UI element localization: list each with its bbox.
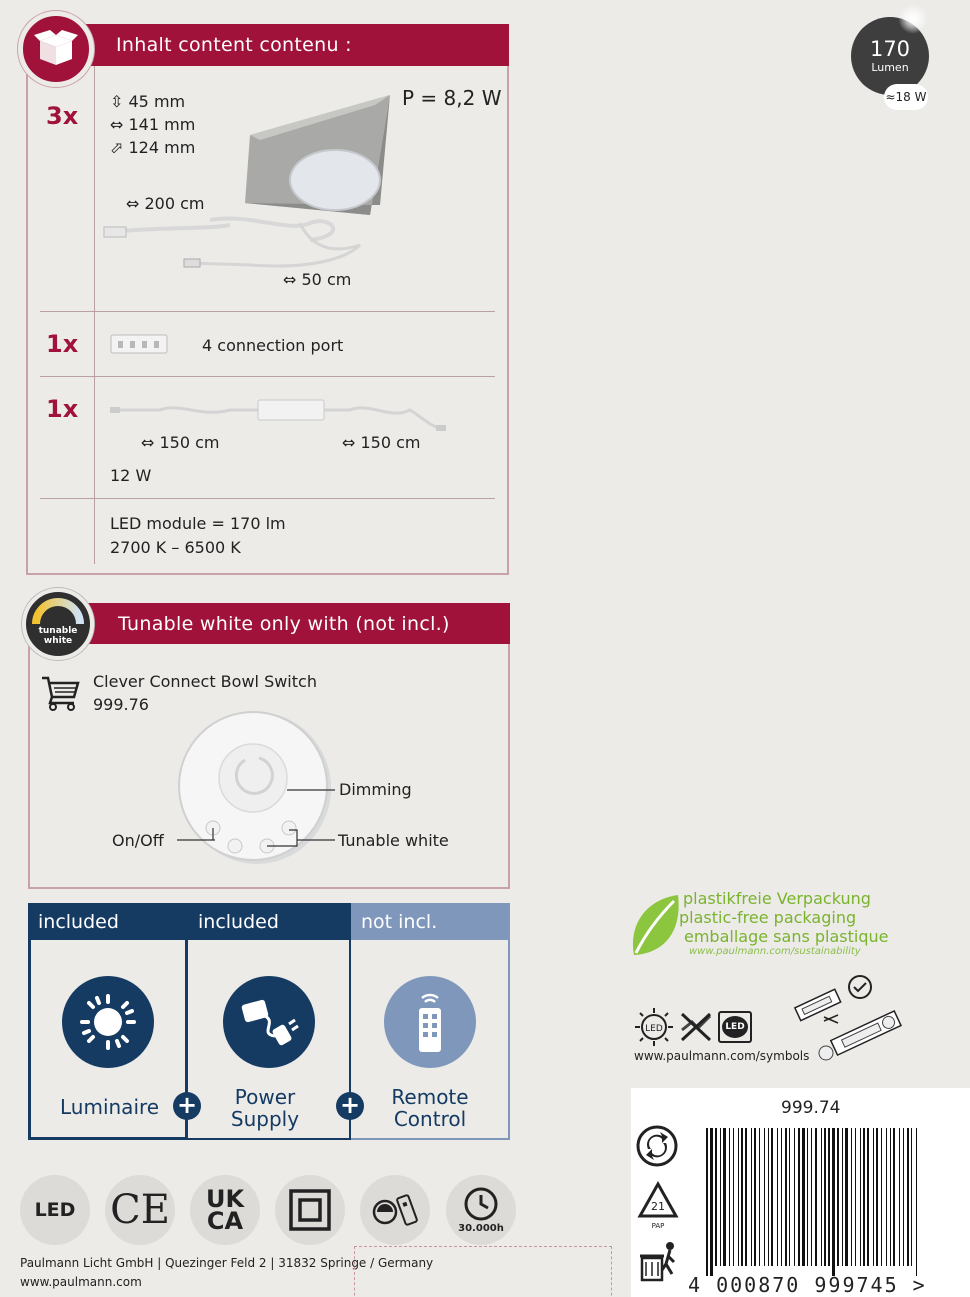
label-dimming: Dimming [339, 780, 412, 799]
remote-control-circle [384, 976, 476, 1068]
bowl-switch-image [175, 708, 335, 878]
not-included-header [351, 903, 510, 940]
row-divider-3 [40, 498, 495, 499]
no-replace-icon [678, 1010, 714, 1044]
led-cert-text: LED [34, 1199, 76, 1221]
label-tunable-white: Tunable white [338, 831, 449, 850]
lumen-unit: Lumen [871, 61, 909, 74]
tunable-badge-line1: tunable [38, 626, 78, 636]
lumen-value: 170 [869, 37, 911, 61]
pap-recycle-icon [636, 1180, 680, 1230]
company-url: www.paulmann.com [20, 1275, 142, 1289]
content-header [86, 24, 509, 66]
protection-class-badge [275, 1175, 345, 1245]
row-divider-2 [40, 376, 495, 377]
watt-equivalent: ≈18 W [885, 90, 927, 104]
ukca-line2: CA [206, 1207, 244, 1235]
article-number: 999.74 [781, 1098, 841, 1118]
connection-port-image [110, 333, 168, 355]
lifetime-hours-text: 30.000h [458, 1223, 504, 1234]
watt-equivalent-badge [884, 84, 928, 110]
dim-height: ⇳ 45 mm [110, 92, 186, 111]
plastic-free-de: plastikfreie Verpackung [683, 889, 871, 908]
ce-mark-badge [105, 1175, 175, 1245]
luminaire-image [100, 95, 400, 275]
tunable-header-text: Tunable white only with (not incl.) [118, 612, 450, 635]
svg-text:LED: LED [645, 1024, 663, 1034]
plastic-free-en: plastic-free packaging [679, 908, 857, 927]
included-header-2 [188, 903, 351, 940]
remote-control-label-1: Remote [391, 1085, 469, 1109]
led-cert-badge [20, 1175, 90, 1245]
dim-width: ⇔ 141 mm [110, 115, 196, 134]
included-header-2-text: included [198, 910, 279, 933]
double-insulation-icon [289, 1189, 331, 1231]
connection-port-label: 4 connection port [202, 336, 344, 355]
lifetime-hours-badge [446, 1175, 516, 1245]
box-icon [34, 29, 78, 69]
ukca-mark-badge [190, 1175, 260, 1245]
remote-dimmable-badge [360, 1175, 430, 1245]
connection-diagram-icon [790, 975, 910, 1065]
led-module-lumen: LED module = 170 lm [110, 514, 286, 533]
plug-icon [237, 994, 301, 1050]
sparkle-icon [898, 4, 928, 34]
row-divider-1 [40, 311, 495, 312]
pap-code: 21 [651, 1200, 665, 1213]
tunable-header [88, 603, 510, 644]
psu-cable-length-left: ⇔ 150 cm [141, 433, 220, 452]
company-address: Paulmann Licht GmbH | Quezinger Feld 2 | 31832 Springe / Germany [20, 1256, 434, 1270]
qty-row1: 3x [46, 102, 79, 130]
power-supply-label-2: Supply [230, 1107, 300, 1131]
power-rating: P = 8,2 W [402, 86, 502, 110]
barcode-digits: 4 000870 999745 > [688, 1273, 927, 1297]
plus-icon-1: + [173, 1092, 201, 1120]
label-on-off: On/Off [112, 831, 164, 850]
remote-control-label-2: Control [393, 1107, 467, 1131]
dim-depth: ⬀ 124 mm [110, 138, 196, 157]
bowl-switch-name: Clever Connect Bowl Switch [93, 672, 317, 691]
content-divider-vertical [94, 66, 95, 564]
plastic-free-fr: emballage sans plastique [684, 927, 889, 946]
not-included-header-text: not incl. [361, 910, 438, 933]
shopping-cart-icon [40, 675, 82, 711]
symbols-url: www.paulmann.com/symbols [634, 1049, 810, 1063]
box-icon-badge [18, 11, 94, 87]
tunable-arc-icon [26, 592, 90, 626]
included-header-1-text: included [38, 910, 119, 933]
power-supply-image [110, 396, 450, 436]
bowl-switch-number: 999.76 [93, 695, 149, 714]
led-sun-symbol-icon [634, 1007, 674, 1047]
color-temperature-range: 2700 K – 6500 K [110, 538, 241, 557]
sustainability-url: www.paulmann.com/sustainability [689, 946, 861, 957]
clock-icon [463, 1186, 499, 1222]
ce-mark-text: CE [110, 1187, 170, 1233]
trash-bin-icon [638, 1240, 678, 1284]
luminaire-label: Luminaire [60, 1095, 160, 1119]
power-supply-label-1: Power [234, 1085, 296, 1109]
psu-cable-length-right: ⇔ 150 cm [342, 433, 421, 452]
plus-icon-2: + [336, 1092, 364, 1120]
content-header-text: Inhalt content contenu : [116, 34, 352, 56]
qty-row2: 1x [46, 330, 79, 358]
tunable-white-badge [22, 588, 94, 660]
barcode-image [704, 1128, 924, 1276]
leaf-icon [628, 893, 682, 959]
sun-icon [78, 992, 138, 1052]
luminaire-circle [62, 976, 154, 1068]
included-header-1 [28, 903, 188, 940]
cable-length-50: ⇔ 50 cm [283, 270, 352, 289]
psu-wattage: 12 W [110, 466, 152, 485]
pap-label: PAP [651, 1222, 665, 1230]
tunable-badge-line2: white [43, 636, 73, 646]
ukca-line1: UK [205, 1185, 245, 1213]
dashed-cut-line [354, 1246, 612, 1297]
dim-remote-icon [367, 1190, 423, 1230]
led-integrated-symbol [718, 1011, 752, 1043]
power-supply-circle [223, 976, 315, 1068]
qty-row3: 1x [46, 395, 79, 423]
cable-length-200: ⇔ 200 cm [126, 194, 205, 213]
remote-control-icon [410, 990, 450, 1054]
led-integrated-text: LED [725, 1022, 745, 1032]
recycle-arrows-icon [636, 1125, 678, 1167]
